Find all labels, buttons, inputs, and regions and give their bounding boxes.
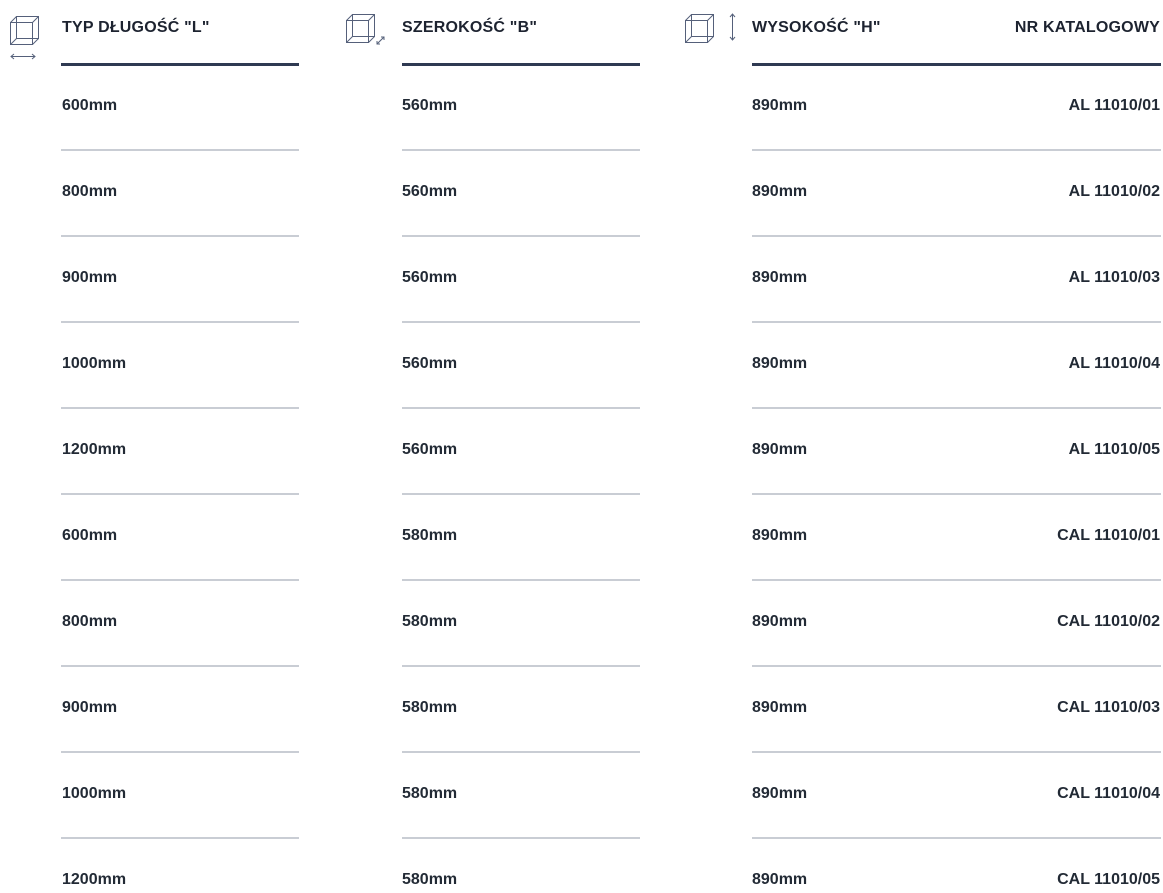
cell-height: 890mm — [752, 613, 808, 630]
row-divider — [402, 665, 640, 667]
cell-height: 890mm — [752, 785, 808, 802]
cell-length: 1200mm — [62, 441, 127, 458]
row-divider — [402, 149, 640, 151]
cell-length: 800mm — [62, 183, 118, 200]
row-divider — [402, 321, 640, 323]
cell-catalog: CAL 11010/01 — [1057, 527, 1160, 544]
width-cube-icon — [344, 12, 392, 48]
row-divider — [61, 407, 299, 409]
row-divider — [402, 235, 640, 237]
column-header-length: TYP DŁUGOŚĆ "L" — [62, 19, 210, 36]
cell-length: 1200mm — [62, 871, 127, 888]
header-underline-height-catalog — [752, 63, 1161, 66]
cell-width: 580mm — [402, 871, 458, 888]
cell-width: 560mm — [402, 355, 458, 372]
height-cube-icon — [683, 12, 743, 48]
cell-height: 890mm — [752, 97, 808, 114]
cell-length: 800mm — [62, 613, 118, 630]
row-divider — [752, 321, 1161, 323]
cell-height: 890mm — [752, 527, 808, 544]
cell-length: 1000mm — [62, 355, 127, 372]
cell-height: 890mm — [752, 699, 808, 716]
cell-length: 600mm — [62, 527, 118, 544]
row-divider — [752, 407, 1161, 409]
row-divider — [61, 665, 299, 667]
cell-width: 580mm — [402, 785, 458, 802]
cell-catalog: CAL 11010/03 — [1057, 699, 1160, 716]
cell-catalog: AL 11010/02 — [1068, 183, 1160, 200]
cell-length: 900mm — [62, 699, 118, 716]
row-divider — [752, 149, 1161, 151]
cell-width: 580mm — [402, 613, 458, 630]
column-header-height: WYSOKOŚĆ "H" — [752, 19, 881, 36]
length-cube-icon — [8, 14, 42, 62]
row-divider — [402, 493, 640, 495]
cell-height: 890mm — [752, 183, 808, 200]
row-divider — [752, 837, 1161, 839]
cell-width: 560mm — [402, 183, 458, 200]
cell-catalog: AL 11010/01 — [1068, 97, 1160, 114]
cell-length: 900mm — [62, 269, 118, 286]
header-underline-length — [61, 63, 299, 66]
row-divider — [752, 751, 1161, 753]
cell-height: 890mm — [752, 871, 808, 888]
column-header-width: SZEROKOŚĆ "B" — [402, 19, 538, 36]
row-divider — [752, 493, 1161, 495]
cell-width: 560mm — [402, 441, 458, 458]
row-divider — [752, 665, 1161, 667]
column-header-catalog: NR KATALOGOWY — [1014, 19, 1160, 36]
row-divider — [752, 235, 1161, 237]
header-underline-width — [402, 63, 640, 66]
cell-catalog: AL 11010/05 — [1068, 441, 1160, 458]
cell-catalog: AL 11010/03 — [1068, 269, 1160, 286]
row-divider — [402, 751, 640, 753]
row-divider — [61, 751, 299, 753]
cell-height: 890mm — [752, 355, 808, 372]
cell-length: 1000mm — [62, 785, 127, 802]
row-divider — [61, 235, 299, 237]
cell-width: 560mm — [402, 97, 458, 114]
row-divider — [402, 837, 640, 839]
row-divider — [61, 149, 299, 151]
cell-height: 890mm — [752, 269, 808, 286]
cell-catalog: AL 11010/04 — [1068, 355, 1160, 372]
row-divider — [402, 579, 640, 581]
cell-catalog: CAL 11010/04 — [1057, 785, 1160, 802]
row-divider — [61, 493, 299, 495]
cell-width: 580mm — [402, 527, 458, 544]
cell-width: 580mm — [402, 699, 458, 716]
row-divider — [61, 837, 299, 839]
row-divider — [61, 321, 299, 323]
row-divider — [402, 407, 640, 409]
row-divider — [61, 579, 299, 581]
cell-catalog: CAL 11010/02 — [1057, 613, 1160, 630]
cell-width: 560mm — [402, 269, 458, 286]
row-divider — [752, 579, 1161, 581]
cell-height: 890mm — [752, 441, 808, 458]
cell-length: 600mm — [62, 97, 118, 114]
cell-catalog: CAL 11010/05 — [1057, 871, 1160, 888]
